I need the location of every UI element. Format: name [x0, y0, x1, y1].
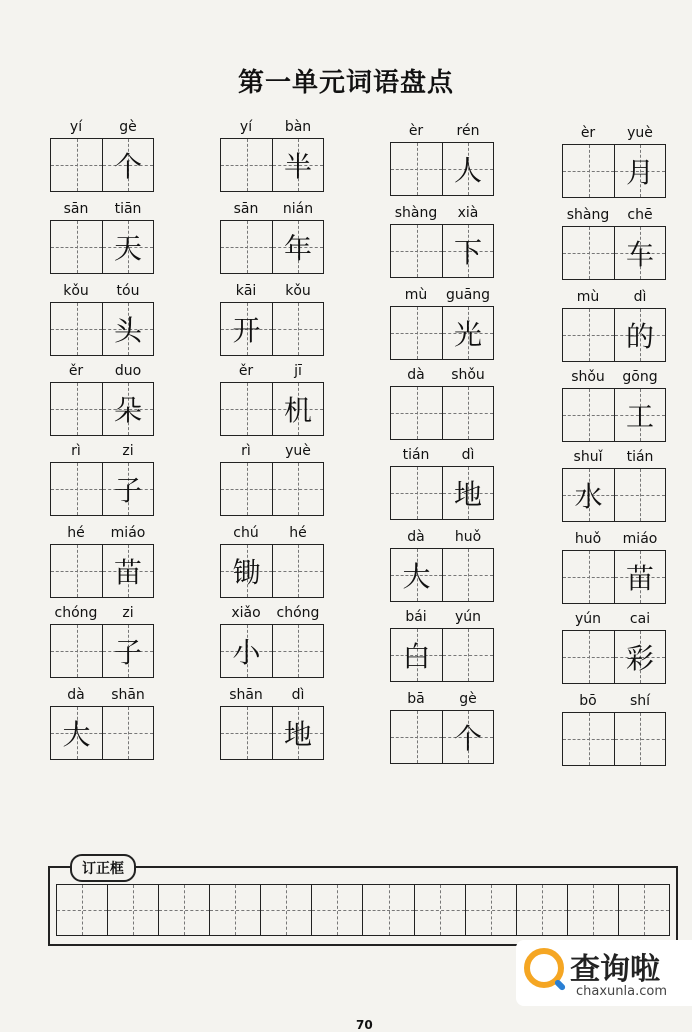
word-cell [562, 448, 666, 522]
pinyin-right: jī [294, 363, 302, 379]
writing-square[interactable] [614, 309, 665, 361]
writing-boxes [390, 466, 494, 520]
character: 大 [62, 718, 91, 751]
writing-square[interactable] [563, 227, 614, 279]
pinyin-left: huǒ [574, 531, 602, 547]
character: 个 [113, 150, 142, 183]
writing-square[interactable] [563, 309, 614, 361]
writing-boxes [220, 382, 324, 436]
writing-square[interactable] [51, 221, 102, 273]
pinyin-left: yún [574, 611, 602, 627]
pinyin-left: sān [233, 201, 259, 217]
pinyin-left: èr [408, 123, 424, 139]
word-cell [562, 530, 666, 604]
character: 月 [625, 156, 654, 189]
writing-boxes [390, 386, 494, 440]
character: 朵 [113, 394, 142, 427]
writing-square[interactable] [442, 549, 493, 601]
writing-square[interactable] [391, 711, 442, 763]
character: 机 [283, 394, 312, 427]
watermark-text: 查询啦 [570, 952, 660, 987]
writing-square[interactable] [391, 467, 442, 519]
word-cell [390, 286, 494, 360]
writing-boxes [50, 302, 154, 356]
word-cell [562, 206, 666, 280]
pinyin-right: gōng [622, 369, 658, 385]
correction-square[interactable] [568, 885, 619, 935]
pinyin-left: hé [67, 525, 85, 541]
character: 个 [453, 722, 482, 755]
word-cell [50, 362, 154, 436]
writing-square[interactable] [51, 383, 102, 435]
character: 彩 [625, 642, 654, 675]
writing-square[interactable] [442, 225, 493, 277]
pinyin-left: ěr [238, 363, 254, 379]
character: 的 [625, 320, 654, 353]
pinyin-left: shǒu [571, 369, 605, 385]
word-cell [50, 442, 154, 516]
word-cell [390, 122, 494, 196]
writing-boxes [390, 628, 494, 682]
pinyin-left: dà [67, 687, 85, 703]
writing-square[interactable] [442, 143, 493, 195]
character: 子 [113, 474, 142, 507]
pinyin-left: yí [239, 119, 253, 135]
character: 车 [625, 238, 654, 271]
writing-boxes [562, 630, 666, 684]
character: 地 [283, 718, 312, 751]
character: 开 [232, 314, 261, 347]
writing-boxes [562, 388, 666, 442]
writing-square[interactable] [563, 551, 614, 603]
writing-boxes [390, 710, 494, 764]
pinyin-right: chē [627, 207, 653, 223]
word-cell [390, 366, 494, 440]
correction-grid [56, 884, 670, 936]
writing-boxes [562, 468, 666, 522]
correction-square[interactable] [210, 885, 261, 935]
writing-boxes [50, 544, 154, 598]
word-cell [562, 124, 666, 198]
character: 小 [232, 636, 261, 669]
pinyin-right: guāng [445, 287, 491, 303]
character: 大 [402, 560, 431, 593]
writing-boxes [50, 382, 154, 436]
writing-boxes [50, 220, 154, 274]
writing-boxes [220, 138, 324, 192]
pinyin-left: shān [229, 687, 263, 703]
pinyin-right: shǒu [451, 367, 485, 383]
writing-square[interactable] [563, 713, 614, 765]
word-cell [220, 282, 324, 356]
pinyin-left: sān [63, 201, 89, 217]
word-cell [50, 282, 154, 356]
pinyin-right: dì [633, 289, 647, 305]
writing-square[interactable] [51, 303, 102, 355]
writing-square[interactable] [391, 387, 442, 439]
writing-boxes [562, 308, 666, 362]
word-cell [50, 524, 154, 598]
correction-square[interactable] [619, 885, 669, 935]
character: 天 [113, 232, 142, 265]
pinyin-left: bái [405, 609, 427, 625]
pinyin-right: tóu [116, 283, 140, 299]
writing-boxes [390, 548, 494, 602]
pinyin-right: huǒ [454, 529, 482, 545]
pinyin-right: zi [122, 605, 134, 621]
pinyin-right: shān [111, 687, 145, 703]
writing-square[interactable] [272, 139, 323, 191]
writing-square[interactable] [221, 303, 272, 355]
word-cell [220, 362, 324, 436]
word-cell [562, 610, 666, 684]
writing-square[interactable] [563, 469, 614, 521]
character: 半 [283, 150, 312, 183]
pinyin-right: tián [626, 449, 654, 465]
writing-square[interactable] [391, 143, 442, 195]
writing-boxes [220, 624, 324, 678]
pinyin-left: xiǎo [231, 605, 261, 621]
pinyin-right: miáo [622, 531, 658, 547]
pinyin-right: gè [119, 119, 137, 135]
correction-square[interactable] [517, 885, 568, 935]
pinyin-right: yuè [285, 443, 311, 459]
writing-boxes [562, 144, 666, 198]
word-cell [220, 442, 324, 516]
writing-square[interactable] [272, 221, 323, 273]
writing-boxes [50, 138, 154, 192]
word-cell [50, 200, 154, 274]
writing-boxes [220, 220, 324, 274]
writing-square[interactable] [102, 463, 153, 515]
writing-square[interactable] [614, 145, 665, 197]
word-cell [50, 686, 154, 760]
writing-square[interactable] [221, 383, 272, 435]
character: 苗 [625, 562, 654, 595]
writing-square[interactable] [102, 383, 153, 435]
correction-square[interactable] [108, 885, 159, 935]
word-cell [390, 528, 494, 602]
character: 光 [453, 318, 482, 351]
writing-square[interactable] [614, 469, 665, 521]
writing-square[interactable] [51, 625, 102, 677]
writing-square[interactable] [221, 139, 272, 191]
word-cell [220, 200, 324, 274]
writing-square[interactable] [102, 139, 153, 191]
writing-boxes [220, 462, 324, 516]
writing-boxes [50, 624, 154, 678]
word-cell [390, 608, 494, 682]
pinyin-left: mù [576, 289, 600, 305]
pinyin-left: shàng [394, 205, 438, 221]
character: 锄 [232, 556, 261, 589]
pinyin-left: ěr [68, 363, 84, 379]
pinyin-left: yí [69, 119, 83, 135]
word-cell [562, 288, 666, 362]
pinyin-right: dì [461, 447, 475, 463]
writing-square[interactable] [563, 631, 614, 683]
writing-square[interactable] [614, 551, 665, 603]
writing-square[interactable] [102, 545, 153, 597]
writing-square[interactable] [391, 225, 442, 277]
pinyin-left: tián [402, 447, 430, 463]
writing-square[interactable] [391, 629, 442, 681]
pinyin-left: shàng [566, 207, 610, 223]
character: 下 [453, 236, 482, 269]
writing-square[interactable] [563, 145, 614, 197]
writing-square[interactable] [102, 707, 153, 759]
pinyin-left: kǒu [63, 283, 89, 299]
writing-square[interactable] [442, 711, 493, 763]
correction-frame-label: 订正框 [70, 854, 136, 882]
writing-square[interactable] [614, 631, 665, 683]
writing-square[interactable] [51, 707, 102, 759]
writing-square[interactable] [272, 707, 323, 759]
character: 年 [283, 232, 312, 265]
writing-square[interactable] [272, 383, 323, 435]
writing-boxes [220, 302, 324, 356]
word-cell [562, 692, 666, 766]
pinyin-left: dà [407, 367, 425, 383]
writing-square[interactable] [614, 713, 665, 765]
writing-boxes [220, 544, 324, 598]
writing-square[interactable] [272, 463, 323, 515]
pinyin-left: bā [407, 691, 425, 707]
writing-square[interactable] [221, 221, 272, 273]
character: 地 [453, 478, 482, 511]
watermark-url: chaxunla.com [576, 984, 667, 999]
character: 头 [113, 314, 142, 347]
character: 人 [453, 154, 482, 187]
pinyin-right: zi [122, 443, 134, 459]
pinyin-right: dì [291, 687, 305, 703]
pinyin-right: gè [459, 691, 477, 707]
pinyin-left: chú [233, 525, 259, 541]
correction-square[interactable] [261, 885, 312, 935]
writing-boxes [220, 706, 324, 760]
pinyin-right: hé [289, 525, 307, 541]
word-cell [220, 524, 324, 598]
pinyin-right: duo [114, 363, 142, 379]
writing-square[interactable] [51, 463, 102, 515]
writing-square[interactable] [221, 707, 272, 759]
word-cell [562, 368, 666, 442]
word-cell [390, 204, 494, 278]
pinyin-right: yuè [627, 125, 653, 141]
writing-square[interactable] [614, 227, 665, 279]
word-cell [50, 604, 154, 678]
word-cell [220, 118, 324, 192]
writing-square[interactable] [102, 221, 153, 273]
pinyin-left: dà [407, 529, 425, 545]
writing-square[interactable] [102, 303, 153, 355]
word-cell [220, 604, 324, 678]
word-cell [50, 118, 154, 192]
correction-square[interactable] [415, 885, 466, 935]
pinyin-right: bàn [284, 119, 312, 135]
writing-boxes [390, 224, 494, 278]
word-cell [390, 446, 494, 520]
writing-boxes [390, 306, 494, 360]
pinyin-right: xià [457, 205, 479, 221]
writing-square[interactable] [563, 389, 614, 441]
pinyin-right: rén [456, 123, 480, 139]
pinyin-left: kāi [235, 283, 257, 299]
pinyin-left: shuǐ [573, 449, 603, 465]
correction-square[interactable] [363, 885, 414, 935]
writing-square[interactable] [391, 307, 442, 359]
writing-boxes [50, 462, 154, 516]
page-title: 第一单元词语盘点 [237, 68, 454, 98]
page-number: 70 [356, 1018, 373, 1032]
writing-square[interactable] [442, 467, 493, 519]
pinyin-right: chóng [276, 605, 320, 621]
writing-square[interactable] [272, 303, 323, 355]
pinyin-left: mù [404, 287, 428, 303]
pinyin-left: bō [579, 693, 597, 709]
pinyin-right: tiān [114, 201, 142, 217]
character: 水 [574, 480, 603, 513]
pinyin-right: miáo [110, 525, 146, 541]
writing-boxes [50, 706, 154, 760]
pinyin-right: cai [629, 611, 651, 627]
correction-square[interactable] [312, 885, 363, 935]
correction-square[interactable] [57, 885, 108, 935]
writing-square[interactable] [51, 139, 102, 191]
pinyin-left: rì [241, 443, 251, 459]
character: 苗 [113, 556, 142, 589]
writing-square[interactable] [614, 389, 665, 441]
character: 白 [402, 640, 431, 673]
watermark-logo [516, 940, 692, 1006]
character: 工 [625, 400, 654, 433]
pinyin-right: nián [282, 201, 314, 217]
writing-square[interactable] [442, 387, 493, 439]
writing-square[interactable] [221, 463, 272, 515]
pinyin-left: èr [580, 125, 596, 141]
word-cell [390, 690, 494, 764]
pinyin-left: chóng [54, 605, 98, 621]
writing-square[interactable] [442, 307, 493, 359]
pinyin-right: yún [454, 609, 482, 625]
writing-boxes [562, 712, 666, 766]
correction-square[interactable] [466, 885, 517, 935]
writing-square[interactable] [102, 625, 153, 677]
writing-square[interactable] [442, 629, 493, 681]
character: 子 [113, 636, 142, 669]
writing-boxes [562, 550, 666, 604]
pinyin-left: rì [71, 443, 81, 459]
pinyin-right: shí [629, 693, 651, 709]
writing-boxes [390, 142, 494, 196]
magnifier-icon [524, 948, 564, 988]
writing-square[interactable] [391, 549, 442, 601]
writing-square[interactable] [221, 545, 272, 597]
writing-boxes [562, 226, 666, 280]
word-cell [220, 686, 324, 760]
correction-square[interactable] [159, 885, 210, 935]
writing-square[interactable] [221, 625, 272, 677]
writing-square[interactable] [272, 545, 323, 597]
writing-square[interactable] [51, 545, 102, 597]
pinyin-right: kǒu [285, 283, 311, 299]
writing-square[interactable] [272, 625, 323, 677]
